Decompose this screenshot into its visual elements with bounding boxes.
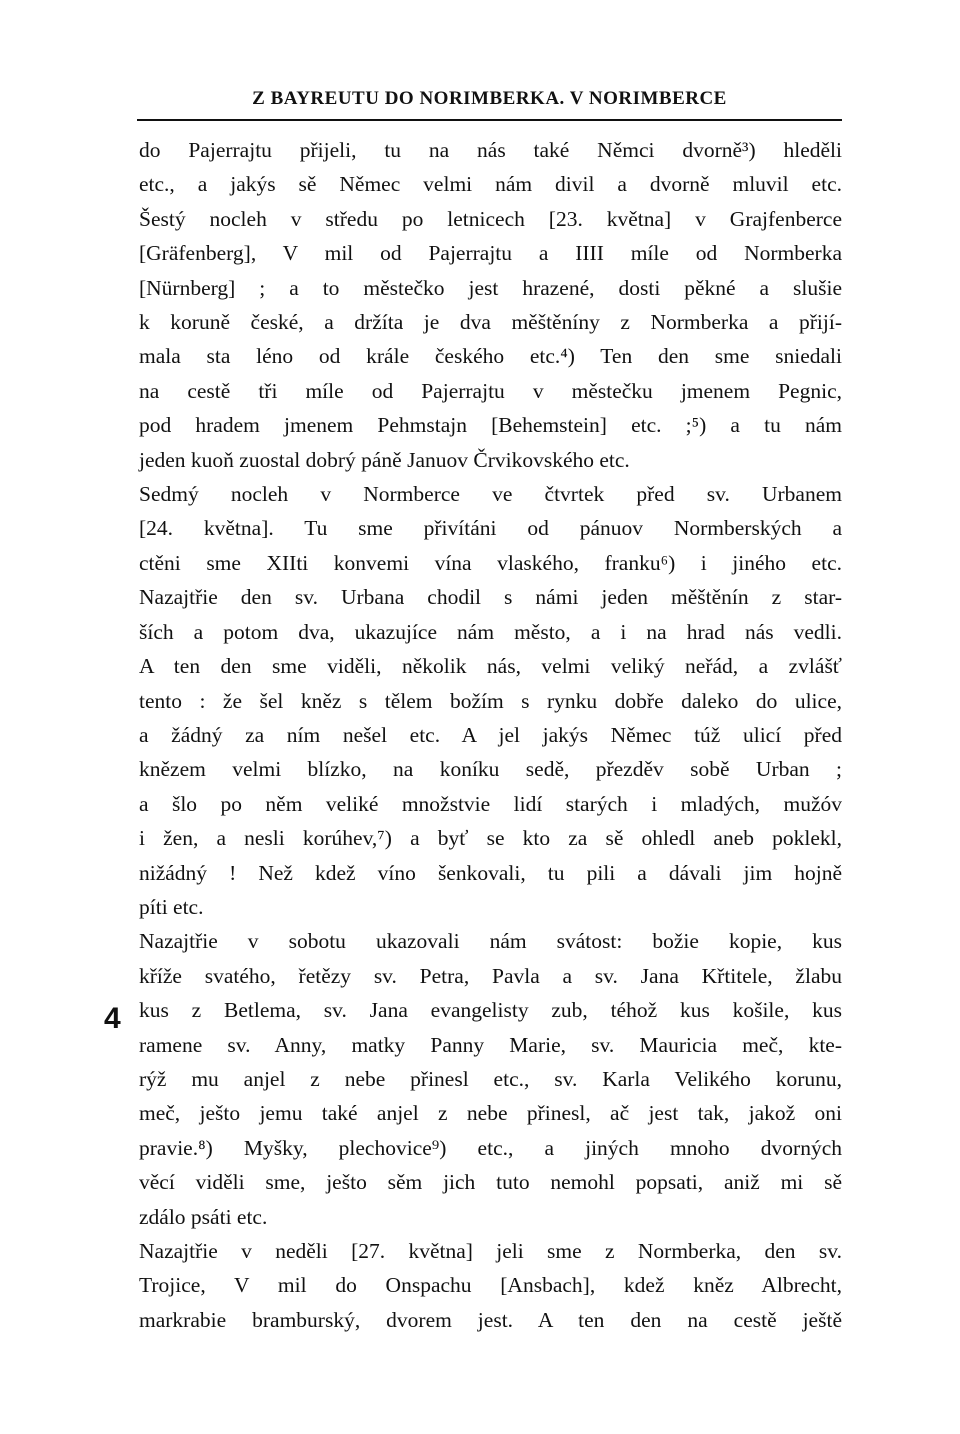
text-line: Nazajtřie den sv. Urbana chodil s námi jeden měštěnín z star- bbox=[139, 585, 842, 610]
text-line: kus z Betlema, sv. Jana evangelisty zub, téhož kus košile, kus bbox=[139, 998, 842, 1023]
text-line: píti etc. bbox=[139, 894, 204, 919]
body-text bbox=[139, 133, 842, 1337]
text-line: a žádný za ním nešel etc. A jel jakýs Němec túž ulicí před bbox=[139, 722, 842, 747]
text-line: meč, ješto jemu také anjel z nebe přinesl, ač jest tak, jakož oni bbox=[139, 1101, 842, 1126]
running-header: Z BAYREUTU DO NORIMBERKA. V NORIMBERCE bbox=[252, 88, 727, 109]
text-line: markrabie bramburský, dvorem jest. A ten den na cestě ještě bbox=[139, 1307, 842, 1332]
text-line: věcí viděli sme, ješto sěm jich tuto nemohl popsati, aniž mi sě bbox=[139, 1170, 842, 1195]
text-line: pravie.⁸) Myšky, plechovice⁹) etc., a jiných mnoho dvorných bbox=[139, 1135, 842, 1160]
text-line: A ten den sme viděli, několik nás, velmi veliký neřád, a zvlášť bbox=[139, 654, 842, 679]
text-line: kříže svatého, řetězy sv. Petra, Pavla a sv. Jana Křtitele, žlabu bbox=[139, 963, 842, 988]
text-line: Šestý nocleh v středu po letnicech [23. května] v Grajfenberce bbox=[139, 206, 842, 231]
text-line: Nazajtřie v sobotu ukazovali nám svátost: božie kopie, kus bbox=[139, 929, 842, 954]
text-line: mala sta léno od krále českého etc.⁴) Ten den sme sniedali bbox=[139, 344, 842, 369]
text-line: a šlo po něm veliké množstvie lidí starých i mladých, mužóv bbox=[139, 791, 842, 816]
text-line: nižádný ! Než kdež víno šenkovali, tu pili a dávali jim hojně bbox=[139, 860, 842, 885]
text-line: do Pajerrajtu přijeli, tu na nás také Němci dvorně³) hleděli bbox=[139, 138, 842, 162]
margin-signature-mark: 4 bbox=[104, 1002, 121, 1035]
text-line: zdálo psáti etc. bbox=[139, 1204, 268, 1229]
header-rule bbox=[137, 119, 842, 121]
text-line: tento : že šel kněz s tělem božím s rynku dobře daleko do ulice, bbox=[139, 688, 842, 713]
text-line: pod hradem jmenem Pehmstajn [Behemstein] etc. ;⁵) a tu nám bbox=[139, 413, 842, 438]
text-line: ctěni sme XIIti konvemi vína vlaského, franku⁶) i jiného etc. bbox=[139, 550, 842, 575]
text-line: ramene sv. Anny, matky Panny Marie, sv. Mauricia meč, kte- bbox=[139, 1032, 842, 1057]
text-line: jeden kuoň zuostal dobrý páně Januov Črvikovského etc. bbox=[139, 447, 630, 472]
text-line: ších a potom dva, ukazujíce nám město, a i na hrad nás vedli. bbox=[139, 619, 842, 644]
text-line: etc., a jakýs sě Němec velmi nám divil a dvorně mluvil etc. bbox=[139, 172, 842, 197]
text-line: [Gräfenberg], V mil od Pajerrajtu a IIII míle od Normberka bbox=[139, 241, 842, 266]
text-line: [Nürnberg] ; a to městečko jest hrazené, dosti pěkné a slušie bbox=[139, 275, 842, 300]
text-line: k koruně české, a držíta je dva měštěníny z Normberka a přijí- bbox=[139, 310, 842, 335]
text-line: na cestě tři míle od Pajerrajtu v městečku jmenem Pegnic, bbox=[139, 378, 842, 403]
text-line: [24. května]. Tu sme přivítáni od pánuov Normberských a bbox=[139, 516, 842, 541]
text-line: Nazajtřie v neděli [27. května] jeli sme z Normberka, den sv. bbox=[139, 1239, 842, 1263]
text-line: rýž mu anjel z nebe přinesl etc., sv. Karla Velikého korunu, bbox=[139, 1066, 842, 1091]
text-line: Sedmý nocleh v Normberce ve čtvrtek před sv. Urbanem bbox=[139, 482, 842, 507]
text-line: Trojice, V mil do Onspachu [Ansbach], kdež kněz Albrecht, bbox=[139, 1273, 842, 1298]
text-line: knězem velmi blízko, na koníku sedě, přezděv sobě Urban ; bbox=[139, 757, 842, 782]
text-line: i žen, a nesli korúhev,⁷) a byť se kto za sě ohledl aneb poklekl, bbox=[139, 826, 842, 851]
